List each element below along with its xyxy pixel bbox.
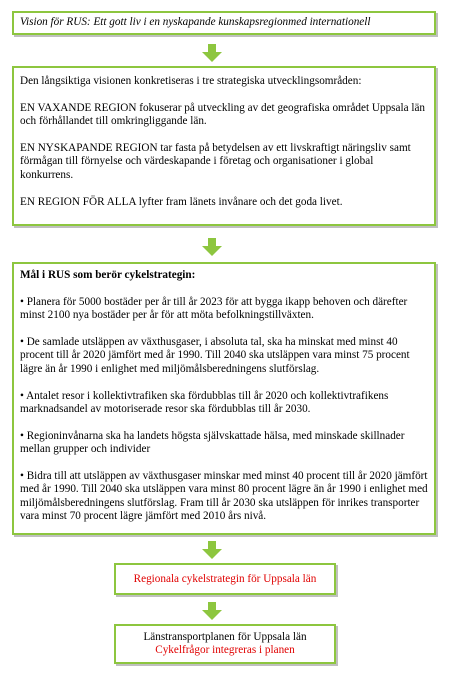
mal-heading: Mål i RUS som berör cykelstrategin: xyxy=(20,269,196,281)
lanstransportplan-note: Cykelfrågor integreras i planen xyxy=(155,644,295,657)
cykelstrategi-box xyxy=(114,563,336,595)
arrow-down-icon xyxy=(202,541,222,559)
visionen-vaxande: EN VAXANDE REGION fokuserar på utveckling av det geografiska området Uppsala län och förhållandet till omkringliggande län. xyxy=(20,101,426,128)
vision-box xyxy=(12,11,436,35)
visionen-box xyxy=(12,66,436,226)
mal-item-kollektivtrafik: • Antalet resor i kollektivtrafiken ska fördubblas till år 2020 och kollektivtrafikens marknadsandel av motoriserade resor ska fördubblas till år 2030. xyxy=(20,389,389,416)
arrow-down-icon xyxy=(202,238,222,256)
lanstransportplan-box xyxy=(114,624,336,664)
visionen-intro: Den långsiktiga visionen konkretiseras i tre strategiska utvecklingsområden: xyxy=(20,75,362,87)
mal-box xyxy=(12,262,436,535)
arrow-down-icon xyxy=(202,44,222,62)
vision-text: Vision för RUS: Ett gott liv i en nyskapande kunskapsregionmed internationell xyxy=(20,16,371,28)
mal-item-bostader: • Planera för 5000 bostäder per år till år 2023 för att bygga ikapp behoven och därefter minst 2100 nya bostäder per år för att möta befolkningstillväxten. xyxy=(20,295,408,322)
mal-item-utslapp-absoluta: • De samlade utsläppen av växthusgaser, i absoluta tal, ska ha minskat med minst 40 procent till år 2020 jämfört med år 1990. Till 2040 ska utsläppen vara minst 75 procent lägre än år 1990 i enlighet med miljömålsberedningens slutförslag. xyxy=(20,336,410,375)
mal-item-utslapp-transporter: • Bidra till att utsläppen av växthusgaser minskar med minst 40 procent till år 2020 jämfört med år 1990. Till 2040 ska utsläppen vara minst 80 procent lägre än år 1990 i enlighet med miljömålsberedningens slutförslag. Fram till år 2030 ska utsläppen för inrikes transporter vara minst 70 procent lägre jämfört med 2010 års nivå. xyxy=(20,470,428,523)
visionen-nyskapande: EN NYSKAPANDE REGION tar fasta på betydelsen av ett livskraftigt näringsliv samt förmågan till förnyelse och värdeskapande i företag och organisationer i global konkurrens. xyxy=(20,142,411,181)
cykelstrategi-text: Regionala cykelstrategin för Uppsala län xyxy=(133,573,317,585)
arrow-down-icon xyxy=(202,602,222,620)
lanstransportplan-title: Länstransportplanen för Uppsala län xyxy=(143,631,307,643)
mal-item-halsa: • Regioninvånarna ska ha landets högsta självskattade hälsa, med minskade skillnader mellan grupper och individer xyxy=(20,429,405,456)
visionen-for-alla: EN REGION FÖR ALLA lyfter fram länets invånare och det goda livet. xyxy=(20,195,343,208)
